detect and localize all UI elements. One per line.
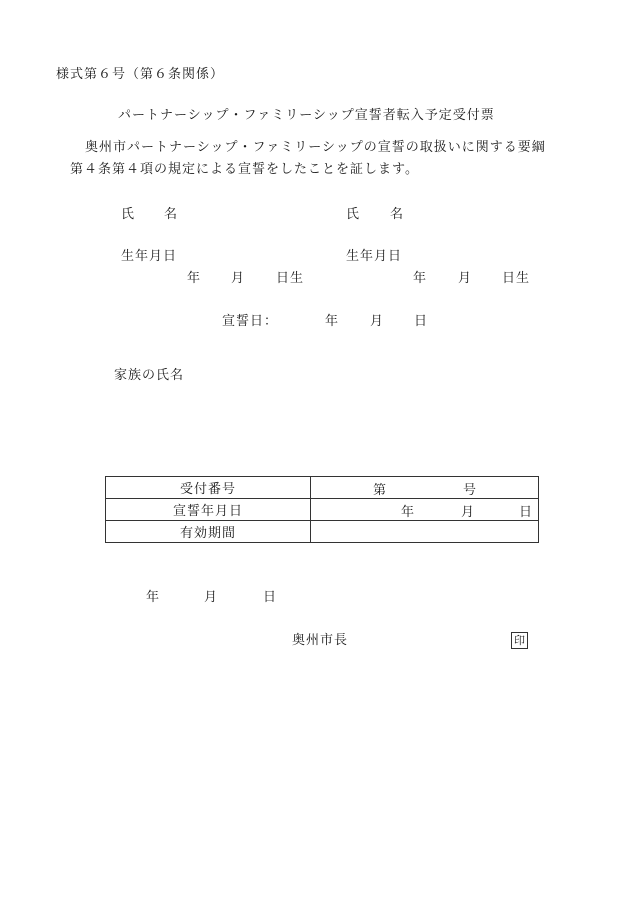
family-names-label: 家族の氏名 [114, 368, 185, 383]
person2-birth-day: 日生 [502, 271, 531, 286]
issue-date-month: 月 [204, 590, 219, 605]
document-title: パートナーシップ・ファミリーシップ宣誓者転入予定受付票 [118, 108, 495, 123]
person2-birth-month: 月 [458, 271, 473, 286]
oath-date-year: 年 [325, 314, 340, 329]
person1-name-label-1: 氏 [121, 207, 136, 222]
certification-line-1: 奥州市パートナーシップ・ファミリーシップの宣誓の取扱いに関する要綱 [85, 140, 546, 155]
oath-date-table-cell [311, 499, 539, 521]
person1-birth-label: 生年月日 [121, 249, 178, 264]
person1-birth-month: 月 [231, 271, 246, 286]
seal-mark: 印 [511, 632, 528, 649]
receipt-number-cell [311, 477, 539, 499]
table-oath-year: 年 [401, 505, 416, 520]
validity-period-cell [311, 521, 539, 543]
validity-period-label: 有効期間 [106, 521, 311, 543]
oath-date-table-label: 宣誓年月日 [106, 499, 311, 521]
oath-date-label: 宣誓日： [222, 314, 279, 329]
person2-birth-year: 年 [413, 271, 428, 286]
table-row [106, 499, 539, 521]
table-row [106, 521, 539, 543]
person1-birth-day: 日生 [276, 271, 305, 286]
person1-name-label-2: 名 [164, 207, 179, 222]
registration-table [105, 476, 539, 543]
issuer-title: 奥州市長 [292, 633, 349, 648]
issue-date-year: 年 [146, 590, 161, 605]
person2-name-label-1: 氏 [346, 207, 361, 222]
person2-name-label-2: 名 [390, 207, 405, 222]
person1-birth-year: 年 [187, 271, 202, 286]
form-number: 様式第６号（第６条関係） [56, 67, 225, 82]
receipt-number-label: 受付番号 [106, 477, 311, 499]
table-oath-day: 日 [519, 505, 534, 520]
receipt-suffix: 号 [463, 483, 478, 498]
oath-date-month: 月 [370, 314, 385, 329]
table-row [106, 477, 539, 499]
oath-date-day: 日 [414, 314, 429, 329]
table-oath-month: 月 [461, 505, 476, 520]
receipt-prefix: 第 [373, 483, 388, 498]
certification-line-2: 第４条第４項の規定による宣誓をしたことを証します。 [70, 162, 419, 177]
person2-birth-label: 生年月日 [346, 249, 403, 264]
issue-date-day: 日 [263, 590, 278, 605]
